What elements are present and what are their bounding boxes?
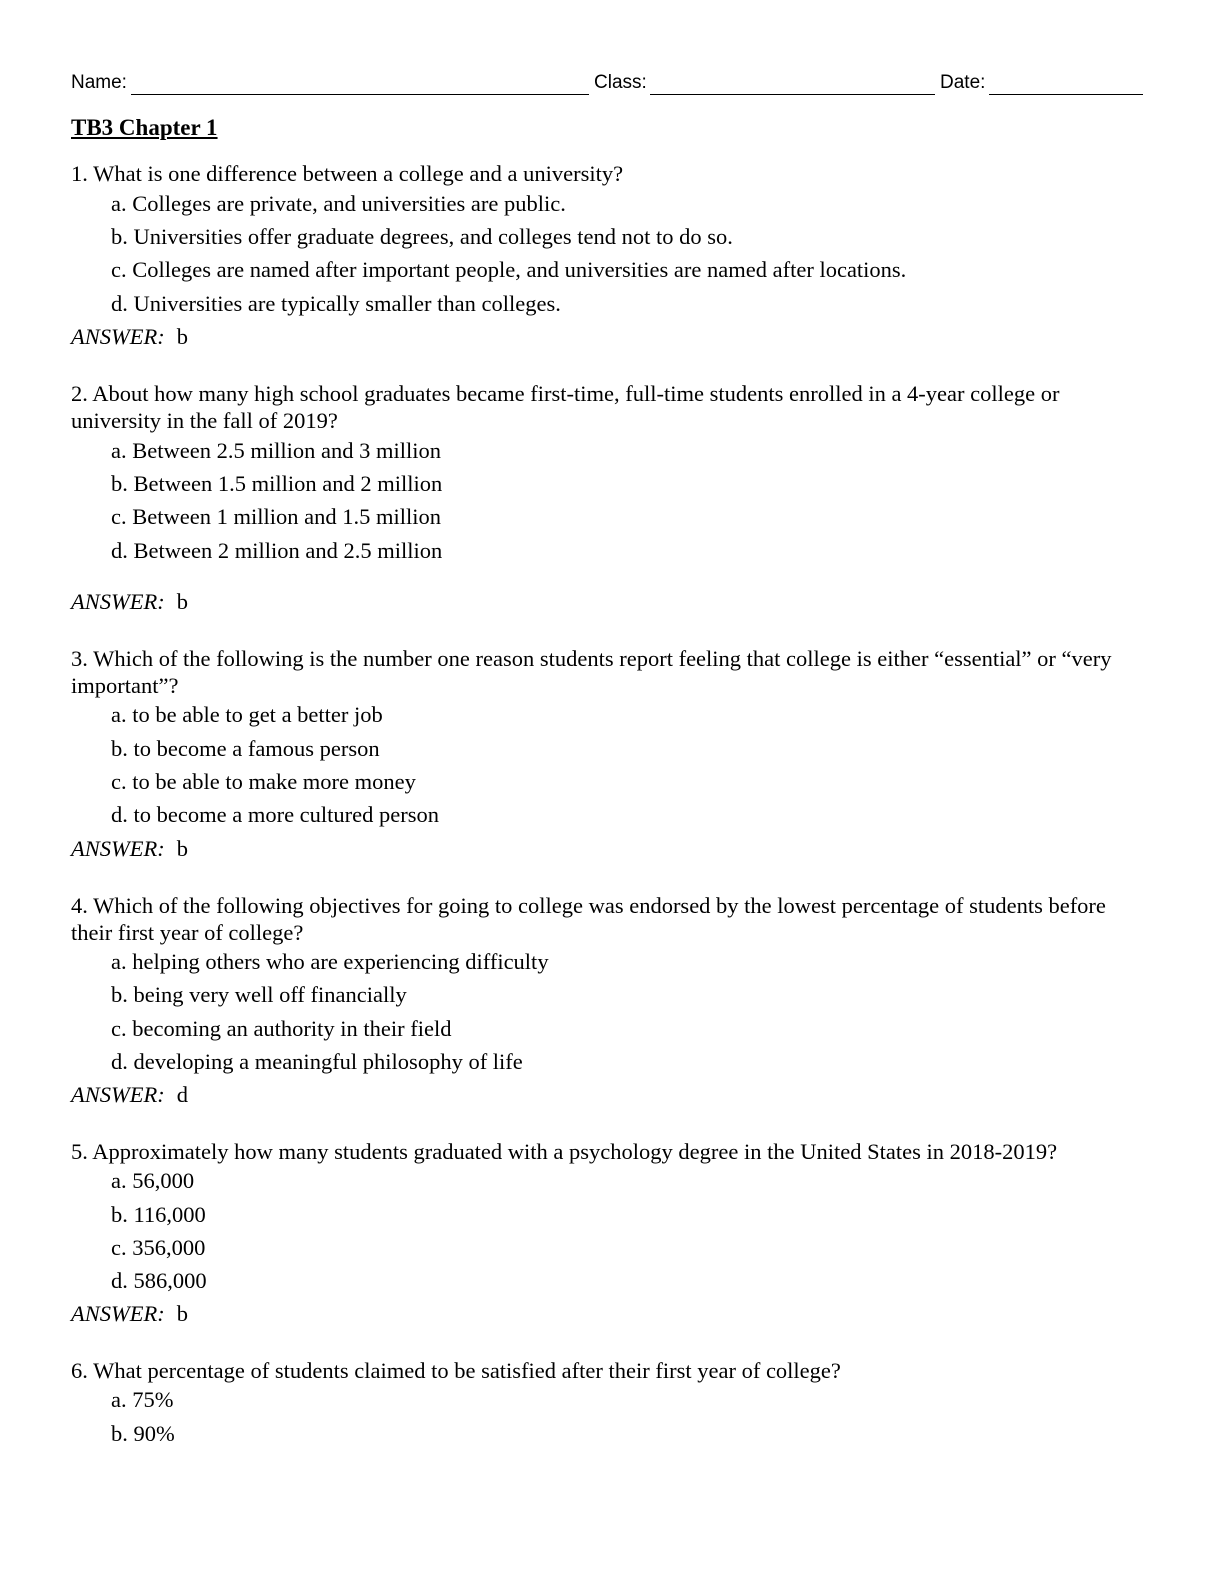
answer-label: ANSWER:: [71, 589, 165, 614]
document-title: TB3 Chapter 1: [71, 115, 218, 140]
answer-option: a. 56,000: [111, 1168, 195, 1193]
question-stem: 1. What is one difference between a college and a university?: [71, 161, 624, 186]
class-field-line: [650, 94, 935, 95]
date-label: Date:: [940, 72, 986, 93]
question-stem: 6. What percentage of students claimed to be satisfied after their first year of college?: [71, 1358, 841, 1383]
question-stem: 5. Approximately how many students graduated with a psychology degree in the United States in 2018-2019?: [71, 1139, 1058, 1164]
answer-option: b. to become a famous person: [111, 736, 380, 761]
name-label: Name:: [71, 72, 127, 93]
answer-label: ANSWER:: [71, 836, 165, 861]
answer-label: ANSWER:: [71, 1301, 165, 1326]
answer-option: c. 356,000: [111, 1235, 206, 1260]
answer-option: b. 90%: [111, 1421, 175, 1446]
answer-option: b. being very well off financially: [111, 982, 407, 1007]
answer-option: a. 75%: [111, 1387, 174, 1412]
answer-key: [71, 588, 188, 616]
answer-option: b. Universities offer graduate degrees, and colleges tend not to do so.: [111, 224, 733, 249]
answer-key: [71, 1081, 188, 1109]
answer-key: [71, 323, 188, 351]
answer-option: b. 116,000: [111, 1202, 206, 1227]
answer-option: c. becoming an authority in their field: [111, 1016, 452, 1041]
answer-option: a. Colleges are private, and universities are public.: [111, 191, 566, 216]
answer-option: c. Between 1 million and 1.5 million: [111, 504, 441, 529]
student-info-header: [71, 70, 1143, 98]
question-stem: 3. Which of the following is the number one reason students report feeling that college is either “essential” or “very important”?: [71, 646, 1112, 698]
answer-label: ANSWER:: [71, 324, 165, 349]
answer-option: d. to become a more cultured person: [111, 802, 440, 827]
answer-option: a. Between 2.5 million and 3 million: [111, 438, 441, 463]
answer-value: b: [176, 836, 188, 861]
answer-option: d. Universities are typically smaller than colleges.: [111, 291, 561, 316]
question-stem: 4. Which of the following objectives for going to college was endorsed by the lowest percentage of students before their first year of college?: [71, 893, 1106, 945]
answer-label: ANSWER:: [71, 1082, 165, 1107]
answer-option: c. to be able to make more money: [111, 769, 416, 794]
name-field-line: [131, 94, 589, 95]
date-field-line: [989, 94, 1143, 95]
answer-option: d. 586,000: [111, 1268, 207, 1293]
answer-key: [71, 835, 188, 863]
answer-option: d. Between 2 million and 2.5 million: [111, 538, 443, 563]
answer-value: b: [176, 589, 188, 614]
answer-option: d. developing a meaningful philosophy of life: [111, 1049, 523, 1074]
answer-option: c. Colleges are named after important people, and universities are named after locations.: [111, 257, 907, 282]
answer-option: a. helping others who are experiencing difficulty: [111, 949, 549, 974]
class-label: Class:: [594, 72, 647, 93]
answer-key: [71, 1300, 188, 1328]
answer-option: a. to be able to get a better job: [111, 702, 383, 727]
answer-option: b. Between 1.5 million and 2 million: [111, 471, 443, 496]
answer-value: b: [176, 324, 188, 349]
answer-value: b: [176, 1301, 188, 1326]
question-stem: 2. About how many high school graduates became first-time, full-time students enrolled in a 4-year college or university in the fall of 2019?: [71, 381, 1060, 433]
answer-value: d: [176, 1082, 188, 1107]
